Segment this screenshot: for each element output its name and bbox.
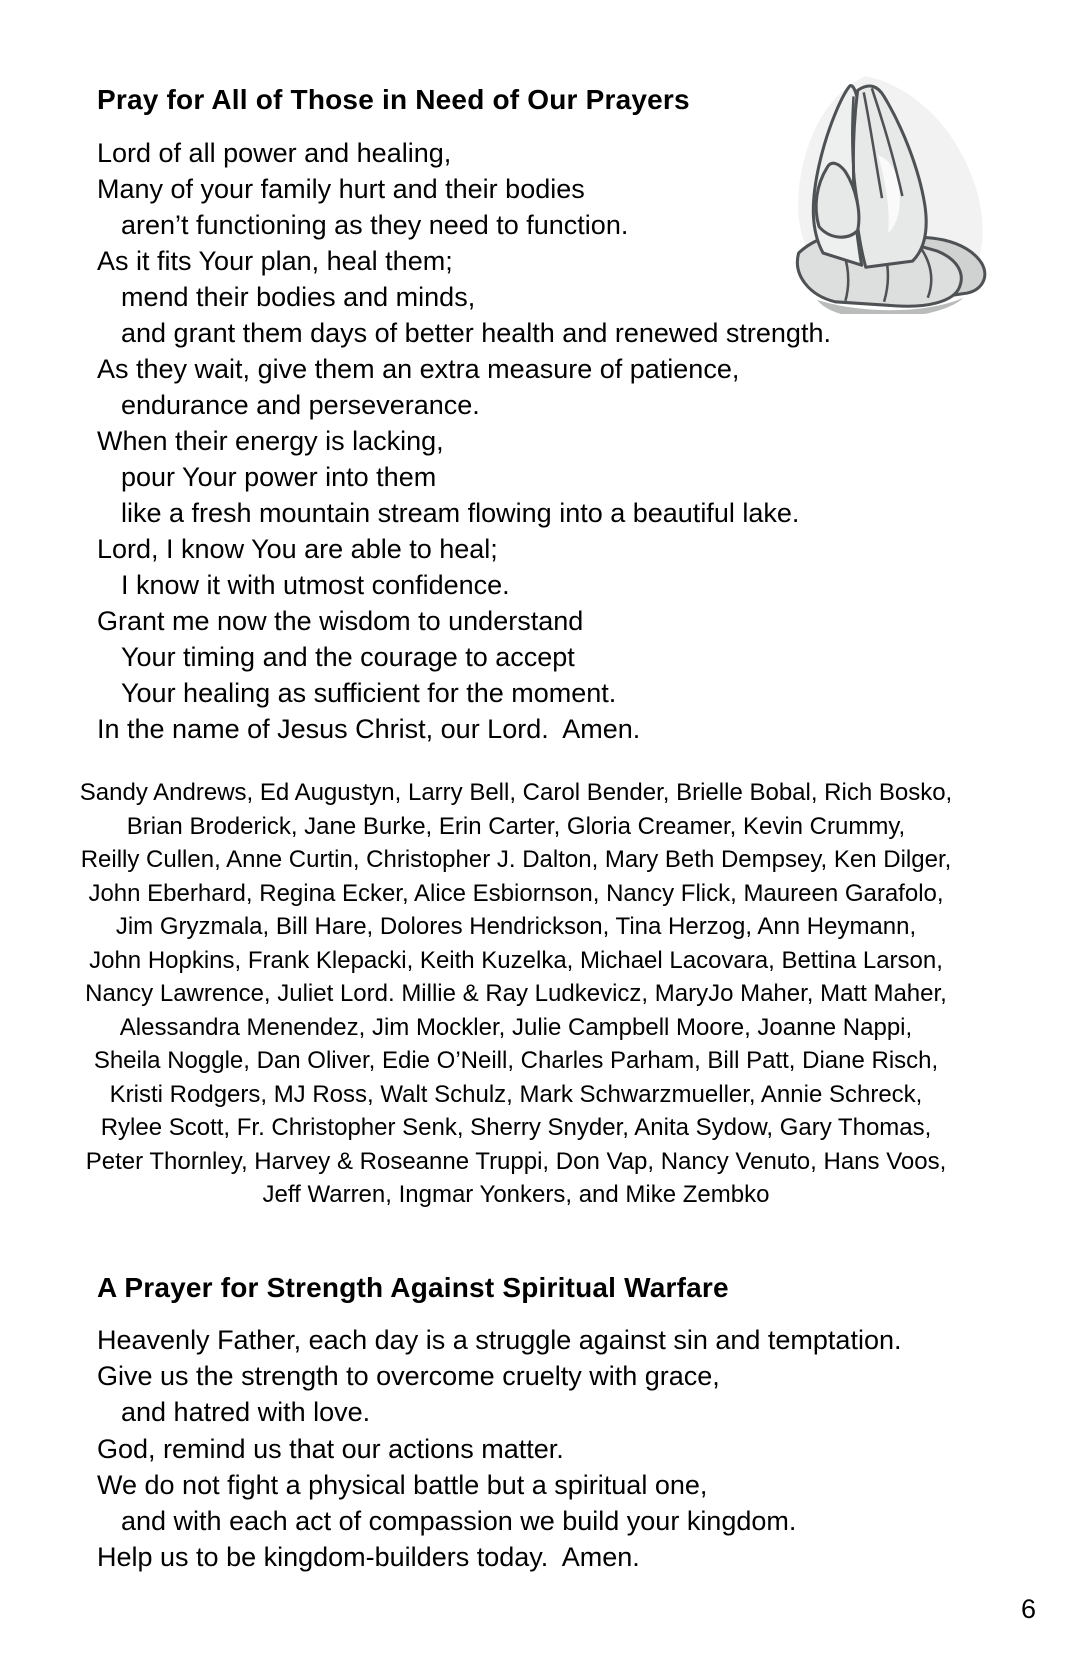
prayer-line: pour Your power into them	[121, 462, 437, 492]
prayer-line: and with each act of compassion we build your kingdom.	[121, 1506, 797, 1537]
prayer-names-list	[60, 776, 972, 1212]
section2-title: A Prayer for Strength Against Spiritual Warfare	[97, 1272, 729, 1303]
prayer-line: like a fresh mountain stream flowing into a beautiful lake.	[121, 498, 800, 528]
names-line: Reilly Cullen, Anne Curtin, Christopher J. Dalton, Mary Beth Dempsey, Ken Dilger,	[80, 846, 952, 873]
prayer-line: Heavenly Father, each day is a struggle against sin and temptation.	[97, 1325, 902, 1355]
prayer-line: Your healing as sufficient for the moment.	[121, 678, 617, 708]
prayer-line: As it fits Your plan, heal them;	[97, 246, 453, 276]
prayer-line: God, remind us that our actions matter.	[97, 1433, 564, 1464]
prayer-line: Lord, I know You are able to heal;	[97, 534, 498, 564]
section1-prayer	[97, 135, 997, 747]
names-line: Rylee Scott, Fr. Christopher Senk, Sherry Snyder, Anita Sydow, Gary Thomas,	[100, 1114, 932, 1141]
page-number: 6	[1020, 1594, 1036, 1624]
names-line: John Hopkins, Frank Klepacki, Keith Kuzelka, Michael Lacovara, Bettina Larson,	[89, 946, 943, 974]
prayer-line: Many of your family hurt and their bodies	[97, 174, 585, 204]
names-line: Peter Thornley, Harvey & Roseanne Truppi, Don Vap, Nancy Venuto, Hans Voos,	[85, 1147, 947, 1175]
names-line: Alessandra Menendez, Jim Mockler, Julie Campbell Moore, Joanne Nappi,	[119, 1013, 913, 1041]
prayer-line: and grant them days of better health and renewed strength.	[121, 318, 831, 348]
prayer-line: As they wait, give them an extra measure of patience,	[97, 354, 740, 384]
names-line: Nancy Lawrence, Juliet Lord. Millie & Ray Ludkevicz, MaryJo Maher, Matt Maher,	[85, 980, 947, 1007]
names-line: Jim Gryzmala, Bill Hare, Dolores Hendrickson, Tina Herzog, Ann Heymann,	[115, 913, 917, 940]
prayer-line: Help us to be kingdom-builders today. Amen.	[97, 1542, 640, 1573]
names-line: John Eberhard, Regina Ecker, Alice Esbiornson, Nancy Flick, Maureen Garafolo,	[88, 879, 944, 907]
section1-title: Pray for All of Those in Need of Our Prayers	[97, 84, 690, 115]
prayer-line: mend their bodies and minds,	[121, 282, 476, 312]
names-line: Sheila Noggle, Dan Oliver, Edie O’Neill, Charles Parham, Bill Patt, Diane Risch,	[93, 1047, 939, 1074]
prayer-line: When their energy is lacking,	[97, 426, 444, 456]
prayer-line: endurance and perseverance.	[121, 390, 480, 420]
section2-prayer	[97, 1322, 997, 1575]
prayer-line: Grant me now the wisdom to understand	[97, 606, 584, 636]
names-line: Sandy Andrews, Ed Augustyn, Larry Bell, Carol Bender, Brielle Bobal, Rich Bosko,	[79, 779, 953, 806]
prayer-line: Give us the strength to overcome cruelty with grace,	[97, 1361, 720, 1392]
prayer-line: aren’t functioning as they need to function.	[121, 210, 629, 240]
names-line: Brian Broderick, Jane Burke, Erin Carter, Gloria Creamer, Kevin Crummy,	[126, 812, 906, 840]
prayer-line: In the name of Jesus Christ, our Lord. Amen.	[97, 714, 641, 744]
prayer-line: and hatred with love.	[121, 1397, 371, 1428]
prayer-line: I know it with utmost confidence.	[121, 570, 510, 600]
prayer-line: Lord of all power and healing,	[97, 138, 452, 168]
prayer-line: Your timing and the courage to accept	[121, 642, 575, 672]
names-line: Jeff Warren, Ingmar Yonkers, and Mike Zembko	[262, 1181, 770, 1208]
names-line: Kristi Rodgers, MJ Ross, Walt Schulz, Mark Schwarzmueller, Annie Schreck,	[109, 1080, 923, 1108]
prayer-line: We do not fight a physical battle but a spiritual one,	[97, 1469, 708, 1500]
